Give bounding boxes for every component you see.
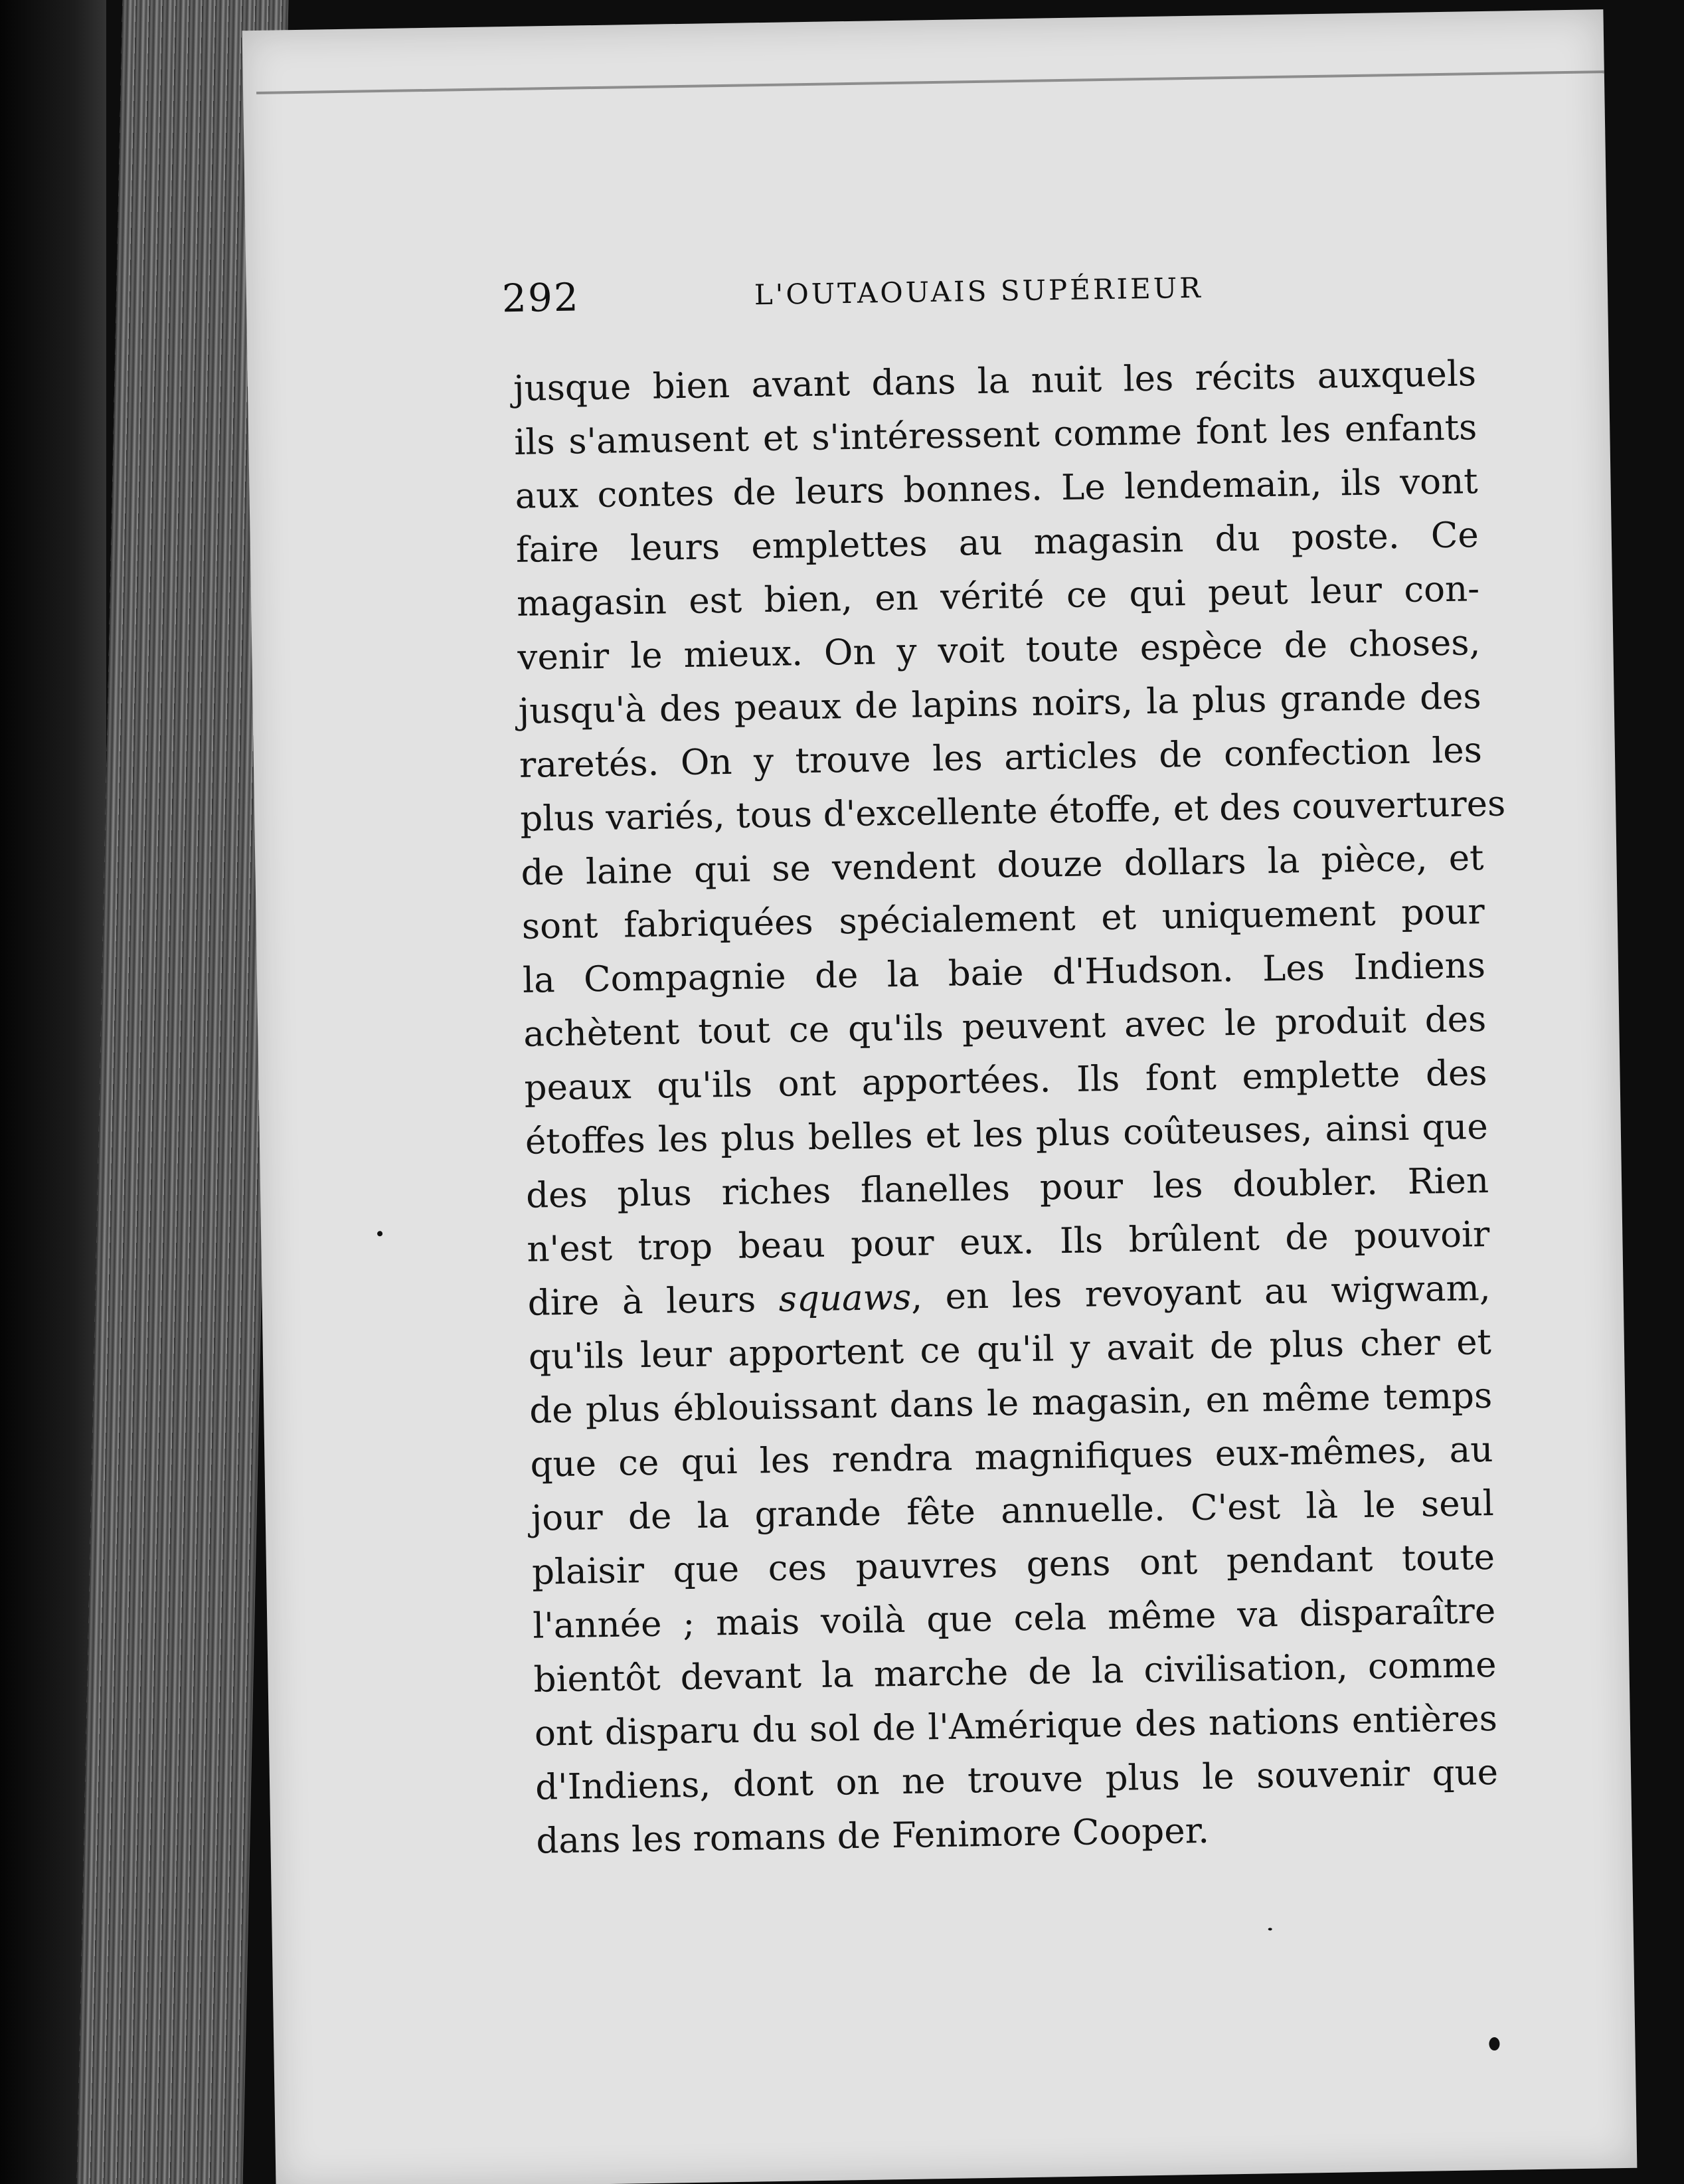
ink-speck xyxy=(1268,1928,1272,1930)
text-line: de laine qui se vendent douze dollars la pièce, et xyxy=(521,838,1484,893)
ink-speck xyxy=(1489,2037,1499,2050)
text-fragment: dire à leurs xyxy=(527,1279,780,1324)
italic-word: squaws xyxy=(778,1277,912,1320)
running-head xyxy=(501,260,1472,329)
top-page-edge-line xyxy=(256,70,1604,94)
text-line: venir le mieux. On y voit toute espèce de choses, xyxy=(517,622,1481,678)
text-line: plaisir que ces pauvres gens ont pendant toute xyxy=(531,1536,1495,1593)
text-fragment: , en les revoyant au wigwam, xyxy=(910,1268,1491,1318)
text-line: plus variés, tous d'excellente étoffe, et des couvertures xyxy=(519,783,1506,840)
text-line: que ce qui les rendra magnifiques eux-mêmes, au xyxy=(530,1429,1493,1485)
text-line: l'année ; mais voilà que cela même va disparaître xyxy=(532,1590,1496,1647)
text-line: des plus riches flanelles pour les doubler. Rien xyxy=(525,1160,1489,1216)
text-line: jusqu'à des peaux de lapins noirs, la plus grande des xyxy=(518,676,1482,732)
text-line: achètent tout ce qu'ils peuvent avec le produit des xyxy=(523,999,1487,1055)
text-line: qu'ils leur apportent ce qu'il y avait de plus cher et xyxy=(528,1321,1492,1378)
text-line: ont disparu du sol de l'Amérique des nations entières xyxy=(534,1698,1498,1754)
text-line: magasin est bien, en vérité ce qui peut leur con- xyxy=(516,569,1480,624)
page-number: 292 xyxy=(501,274,580,321)
text-line: de plus éblouissant dans le magasin, en même temps xyxy=(529,1375,1493,1431)
text-line: bientôt devant la marche de la civilisation, comme xyxy=(533,1644,1497,1700)
printed-page xyxy=(242,9,1638,2184)
text-line: jusque bien avant dans la nuit les récits auxquels xyxy=(513,353,1477,409)
text-line: ils s'amusent et s'intéressent comme font les enfants xyxy=(513,407,1477,463)
text-line: aux contes de leurs bonnes. Le lendemain, ils vont xyxy=(515,461,1478,517)
text-line: sont fabriquées spécialement et uniquement pour xyxy=(521,891,1485,947)
text-line: n'est trop beau pour eux. Ils brûlent de pouvoir xyxy=(526,1214,1490,1270)
text-line: la Compagnie de la baie d'Hudson. Les Indiens xyxy=(522,945,1486,1001)
text-line: faire leurs emplettes au magasin du poste. Ce xyxy=(515,515,1479,571)
running-title: L'OUTAOUAIS SUPÉRIEUR xyxy=(754,271,1204,312)
ink-speck xyxy=(377,1231,382,1236)
text-line: raretés. On y trouve les articles de confection les xyxy=(519,730,1483,786)
text-line: d'Indiens, dont on ne trouve plus le souvenir que xyxy=(535,1752,1499,1808)
body-paragraph xyxy=(513,347,1506,1868)
text-line: peaux qu'ils ont apportées. Ils font emplette des xyxy=(524,1053,1487,1109)
text-line: étoffes les plus belles et les plus coûteuses, ainsi que xyxy=(525,1107,1489,1162)
text-line: dans les romans de Fenimore Cooper. xyxy=(535,1810,1210,1862)
text-line: jour de la grande fête annuelle. C'est là le seul xyxy=(531,1483,1495,1539)
